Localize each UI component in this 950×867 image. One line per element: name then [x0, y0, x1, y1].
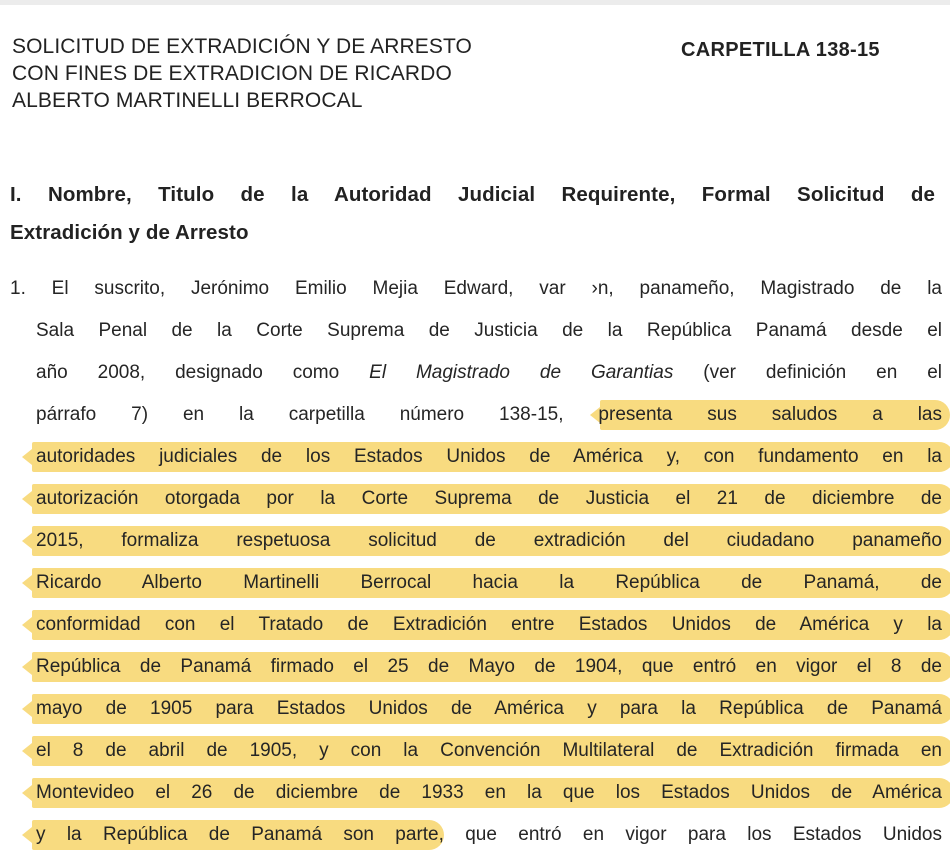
paragraph-line	[36, 394, 942, 436]
highlighted-text: autorización otorgada por la Corte Suprema de Justicia el 21 de diciembre de	[36, 488, 942, 509]
case-number: CARPETILLA 138-15	[681, 39, 880, 61]
page-top-edge	[0, 0, 950, 5]
paragraph-line	[36, 562, 942, 604]
paragraph-line	[36, 352, 942, 394]
paragraph-line	[36, 436, 942, 478]
paragraph-line	[36, 310, 942, 352]
line-text	[36, 352, 942, 394]
line-text-post: , que entró en vigor para los Estados Unidos	[438, 824, 942, 845]
line-text	[36, 814, 942, 856]
highlighted-text: República de Panamá firmado el 25 de Mayo de 1904, que entró en vigor el 8 de	[36, 656, 942, 677]
line-text-pre: año 2008, designado como	[36, 362, 370, 383]
highlighted-text: conformidad con el Tratado de Extradición entre Estados Unidos de América y la	[36, 614, 942, 635]
section-heading	[10, 176, 935, 252]
defined-term: El Magistrado de Garantias	[369, 362, 674, 383]
paragraph-line	[36, 688, 942, 730]
highlighted-text: autoridades judiciales de los Estados Unidos de América y, con fundamento en la	[36, 446, 942, 467]
paragraph-line	[36, 520, 942, 562]
section-heading-line-1: I. Nombre, Titulo de la Autoridad Judicial Requirente, Formal Solicitud de	[10, 183, 935, 206]
paragraph-line	[36, 646, 942, 688]
highlighted-text: 2015, formaliza respetuosa solicitud de extradición del ciudadano panameño	[36, 530, 942, 551]
line-text-post: (ver definición en el	[673, 362, 942, 383]
highlighted-text: Ricardo Alberto Martinelli Berrocal hacia la República de Panamá, de	[36, 572, 942, 593]
line-text: 1. El suscrito, Jerónimo Emilio Mejia Edward, var ›n, panameño, Magistrado de la	[10, 278, 942, 299]
line-text-pre: párrafo 7) en la carpetilla número 138-15,	[36, 404, 599, 425]
highlighted-text: el 8 de abril de 1905, y con la Convención Multilateral de Extradición firmada en	[36, 740, 942, 761]
highlighted-text: mayo de 1905 para Estados Unidos de América y para la República de Panamá	[36, 698, 942, 719]
paragraph-line	[36, 772, 942, 814]
paragraph-line	[10, 268, 942, 310]
document-title	[12, 33, 612, 114]
highlighted-text: Montevideo el 26 de diciembre de 1933 en la que los Estados Unidos de América	[36, 782, 942, 803]
paragraph-line	[36, 604, 942, 646]
highlighted-text: presenta sus saludos a las	[598, 404, 942, 425]
paragraph-line	[36, 730, 942, 772]
highlighted-text: y la República de Panamá son parte	[36, 824, 439, 845]
paragraph-line	[36, 478, 942, 520]
paragraph-line	[36, 814, 942, 856]
title-line-2: CON FINES DE EXTRADICION DE RICARDO	[12, 62, 452, 85]
title-line-3: ALBERTO MARTINELLI BERROCAL	[12, 89, 363, 112]
line-text	[36, 394, 942, 436]
line-text: Sala Penal de la Corte Suprema de Justicia de la República Panamá desde el	[36, 320, 942, 341]
section-heading-line-2: Extradición y de Arresto	[10, 221, 249, 244]
title-line-1: SOLICITUD DE EXTRADICIÓN Y DE ARRESTO	[12, 35, 472, 58]
